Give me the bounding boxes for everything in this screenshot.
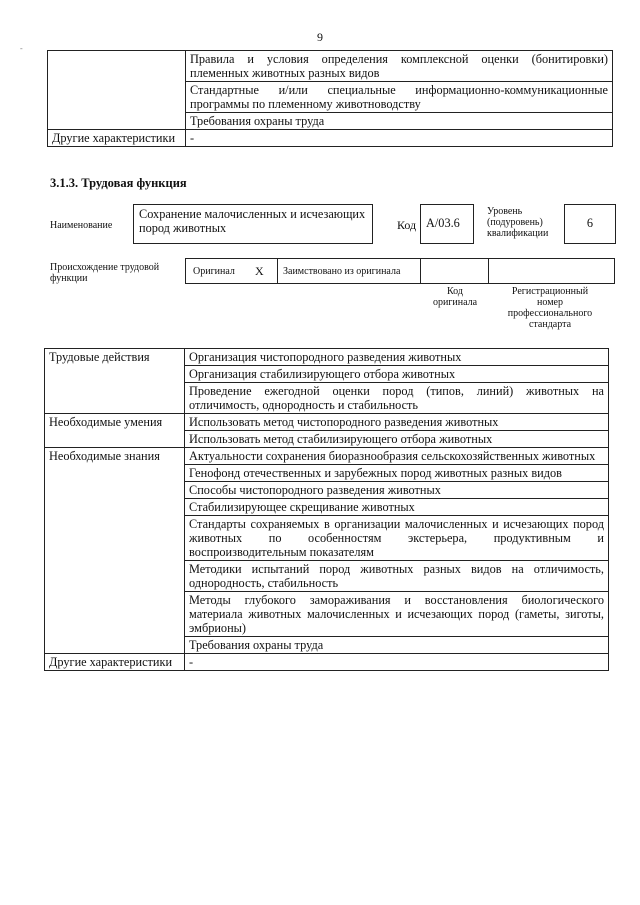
table-cell-value: Требования охраны труда — [185, 637, 609, 654]
origin-divider — [277, 258, 278, 284]
top-table — [47, 50, 613, 147]
table-cell-label — [48, 51, 186, 130]
table-cell-value: Стандарты сохраняемых в организации малочисленных и исчезающих пород животных по особенностям экстерьера, продуктивным и воспроизводительным показателям — [185, 516, 609, 561]
table-cell-value: Правила и условия определения комплексной оценки (бонитировки) племенных животных разных видов — [186, 51, 613, 82]
table-cell-value: Проведение ежегодной оценки пород (типов, линий) животных на отличимость, однородность и стабильность — [185, 383, 609, 414]
table-cell-label: Другие характеристики — [45, 654, 185, 671]
origin-divider — [420, 258, 421, 284]
name-label: Наименование — [50, 220, 113, 231]
table-cell-value: Стандартные и/или специальные информационно-коммуникационные программы по племенному животноводству — [186, 82, 613, 113]
level-box — [564, 204, 616, 244]
table-row — [45, 414, 609, 431]
stray-mark: - — [20, 44, 23, 53]
table-cell-value: Актуальности сохранения биоразнообразия сельскохозяйственных животных — [185, 448, 609, 465]
table-cell-value: Способы чистопородного разведения животных — [185, 482, 609, 499]
table-cell-value: Использовать метод чистопородного разведения животных — [185, 414, 609, 431]
table-cell-value: - — [185, 654, 609, 671]
origin-divider — [488, 258, 489, 284]
table-cell-value: Использовать метод стабилизирующего отбора животных — [185, 431, 609, 448]
code-box — [420, 204, 474, 244]
table-cell-label: Необходимые умения — [45, 414, 185, 448]
level-label: Уровень (подуровень) квалификации — [487, 206, 549, 239]
table-row — [45, 349, 609, 366]
table-cell-label: Необходимые знания — [45, 448, 185, 654]
level-value: 6 — [586, 216, 594, 230]
name-value: Сохранение малочисленных и исчезающих пород животных — [139, 207, 366, 235]
table-cell-value: Организация чистопородного разведения животных — [185, 349, 609, 366]
table-cell-value: Методики испытаний пород животных разных видов на отличимость, однородность, стабильность — [185, 561, 609, 592]
table-cell-value: Стабилизирующее скрещивание животных — [185, 499, 609, 516]
table-row — [48, 51, 613, 82]
borrowed-label: Заимствовано из оригинала — [283, 266, 401, 277]
name-box — [133, 204, 373, 244]
table-cell-label: Другие характеристики — [48, 130, 186, 147]
table-cell-label: Трудовые действия — [45, 349, 185, 414]
original-mark: X — [255, 264, 264, 278]
table-row — [48, 130, 613, 147]
code-label: Код — [397, 218, 417, 232]
table-cell-value: Требования охраны труда — [186, 113, 613, 130]
code-value: A/03.6 — [426, 216, 460, 230]
table-row — [45, 654, 609, 671]
main-table — [44, 348, 609, 671]
table-cell-value: - — [186, 130, 613, 147]
table-cell-value: Генофонд отечественных и зарубежных пород животных разных видов — [185, 465, 609, 482]
origin-code-caption: Код оригинала — [432, 286, 478, 308]
page-number: 9 — [317, 30, 323, 44]
original-label: Оригинал — [193, 266, 235, 277]
table-cell-value: Методы глубокого замораживания и восстановления биологического материала животных малочисленных и исчезающих пород (гаметы, зиготы, эмбрионы) — [185, 592, 609, 637]
section-heading: 3.1.3. Трудовая функция — [50, 176, 187, 190]
reg-number-caption: Регистрационный номер профессионального стандарта — [507, 286, 593, 330]
origin-label: Происхождение трудовой функции — [50, 262, 160, 284]
table-cell-value: Организация стабилизирующего отбора животных — [185, 366, 609, 383]
table-row — [45, 448, 609, 465]
